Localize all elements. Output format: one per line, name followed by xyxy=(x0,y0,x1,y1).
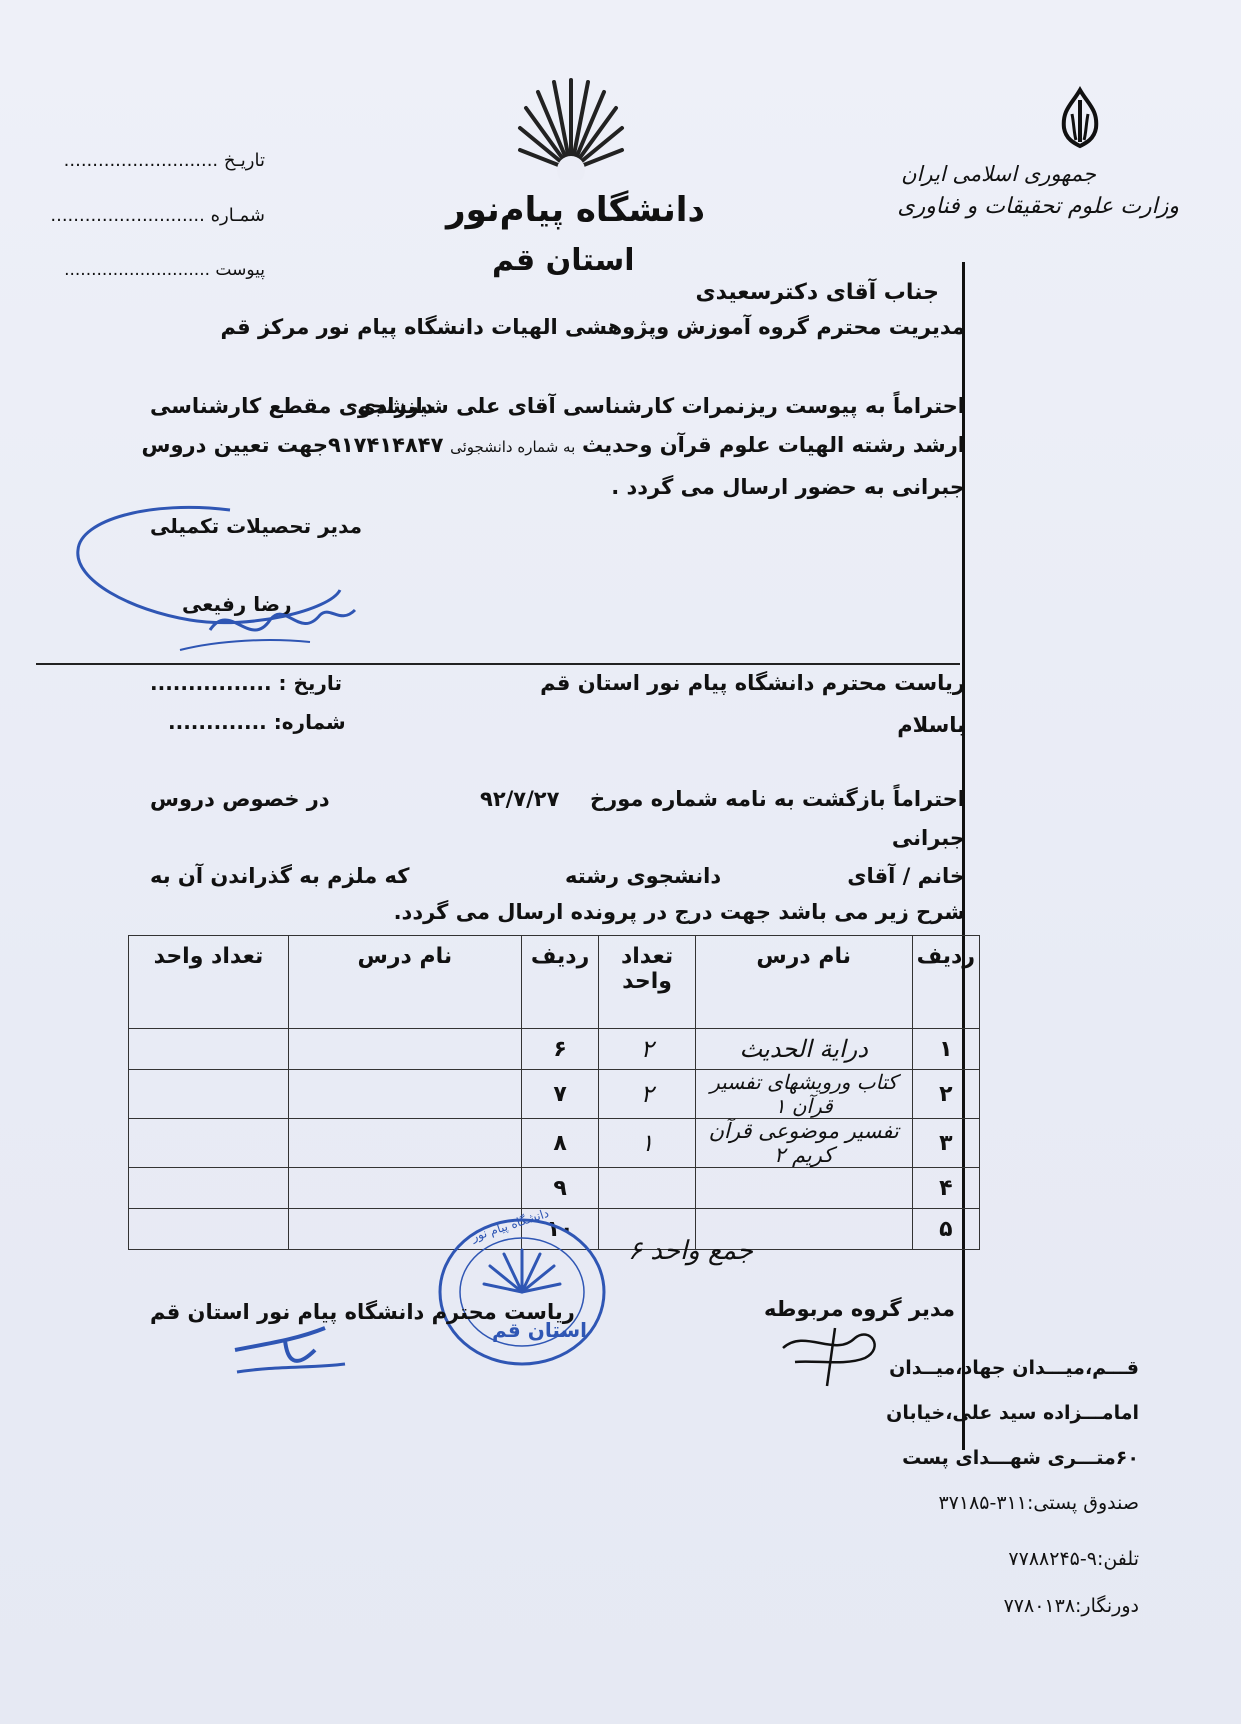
footer-address-line: امامـــزاده سید علی،خیابان xyxy=(886,1402,1139,1424)
letter1-line2-field: ارشد رشته الهیات علوم قرآن وحدیث xyxy=(581,433,965,457)
meta-number-label: شمـاره xyxy=(210,205,265,226)
table-header-cell: ردیف xyxy=(912,936,979,1029)
letter1-line2-number: ۹۱۷۴۱۴۸۴۷جهت تعیین دروس xyxy=(141,433,444,457)
table-cell-course: کتاب ورویشهای تفسیر قرآن ۱ xyxy=(695,1070,912,1119)
letter2-compensatory: جبرانی xyxy=(891,826,965,850)
letter2-number-label: شماره: xyxy=(273,710,346,734)
letter2-student-title: خانم / آقای xyxy=(847,864,965,888)
meta-attachment xyxy=(55,260,265,280)
letter2-date-dots: ................ xyxy=(150,671,272,695)
letter2-closing-line: شرح زیر می باشد جهت درج در پرونده ارسال می گردد. xyxy=(393,900,965,924)
presidency-label: ریاست محترم دانشگاه پیام نور استان قم xyxy=(150,1300,575,1324)
table-cell-units xyxy=(599,1168,696,1209)
university-logo-icon xyxy=(516,70,626,180)
table-cell-row-number: ۹ xyxy=(521,1168,599,1209)
table-cell-row-number: ۱۰ xyxy=(521,1209,599,1250)
meta-attachment-label: پیوست xyxy=(215,260,265,280)
iran-emblem-icon xyxy=(1052,84,1108,150)
university-province: استان قم xyxy=(492,243,635,278)
table-cell-row-number: ۳ xyxy=(912,1119,979,1168)
table-cell-course xyxy=(288,1119,521,1168)
letter1-addressee: جناب آقای دکترسعیدی xyxy=(695,280,939,305)
meta-date-dots: ........................... xyxy=(63,150,219,171)
letter1-line1-right: احتراماً به پیوست ریزنمرات کارشناسی آقای علی شیرزادی xyxy=(357,394,965,418)
table-cell-units: ۲ xyxy=(599,1070,696,1119)
letter1-subject: مدیریت محترم گروه آموزش وپژوهشی الهیات دانشگاه پیام نور مرکز قم xyxy=(220,315,965,339)
table-cell-row-number: ۶ xyxy=(521,1029,599,1070)
footer-fax: دورنگار:۷۷۸۰۱۳۸ xyxy=(1003,1595,1139,1617)
dept-head-label: مدیر گروه مربوطه xyxy=(763,1297,955,1321)
letter2-greeting: باسلام xyxy=(897,713,965,737)
table-row xyxy=(129,1070,980,1119)
total-units-note: جمع واحد ۶ xyxy=(628,1236,753,1266)
letter2-number xyxy=(168,710,346,734)
table-cell-units xyxy=(129,1209,289,1250)
table-cell-course xyxy=(288,1029,521,1070)
letter1-line2-label: به شماره دانشجوئی xyxy=(450,438,576,456)
signature-dept-head xyxy=(775,1318,895,1388)
table-cell-row-number: ۷ xyxy=(521,1070,599,1119)
letter1-line3: جبرانی به حضور ارسال می گردد . xyxy=(611,475,965,499)
table-header-cell: ردیف xyxy=(521,936,599,1029)
table-cell-course: تفسیر موضوعی قرآن کریم ۲ xyxy=(695,1119,912,1168)
letter2-addressee: ریاست محترم دانشگاه پیام نور استان قم xyxy=(540,671,965,695)
letter1-line2 xyxy=(142,433,965,457)
letter2-ref-dated: مورخ xyxy=(590,787,644,811)
meta-attachment-dots: ........................... xyxy=(64,260,210,280)
table-cell-row-number: ۲ xyxy=(912,1070,979,1119)
table-row xyxy=(129,1029,980,1070)
meta-date-label: تاریـخ xyxy=(223,150,265,171)
letter1-signer-title: مدیر تحصیلات تکمیلی xyxy=(150,514,363,538)
table-cell-course xyxy=(695,1168,912,1209)
letter2-obligated: که ملزم به گذراندن آن به xyxy=(150,864,410,888)
stamp-outer-text: دانشگاه پیام نور xyxy=(469,1205,551,1245)
table-header-cell: تعداد واحد xyxy=(129,936,289,1029)
table-cell-units: ۱ xyxy=(599,1119,696,1168)
table-cell-row-number: ۵ xyxy=(912,1209,979,1250)
table-cell-units: ۲ xyxy=(599,1029,696,1070)
table-cell-course: درایة الحدیث xyxy=(695,1029,912,1070)
stamp-inner-text: استان قم xyxy=(492,1318,588,1342)
table-cell-course xyxy=(288,1070,521,1119)
table-header-cell: نام درس xyxy=(288,936,521,1029)
table-cell-units xyxy=(129,1168,289,1209)
footer-phone: تلفن:۹-۷۷۸۸۲۴۵ xyxy=(1008,1548,1139,1570)
footer-address-line: قـــم،میـــدان جهاد،میــدان xyxy=(889,1357,1139,1379)
table-header-row xyxy=(129,936,980,1029)
table-header-cell: نام درس xyxy=(695,936,912,1029)
table-cell-row-number: ۱ xyxy=(912,1029,979,1070)
emblem-line-2: وزارت علوم تحقیقات و فناوری xyxy=(897,194,1179,219)
emblem-line-1: جمهوری اسلامی ایران xyxy=(901,162,1096,186)
letter1-line1-left: دانشجوی مقطع کارشناسی xyxy=(150,394,434,418)
letter2-ref-date: ۹۲/۷/۲۷ xyxy=(480,787,560,811)
table-cell-course xyxy=(288,1168,521,1209)
footer-postal-box: صندوق پستی:۳۱۱-۳۷۱۸۵ xyxy=(938,1492,1139,1514)
footer-address-line: ۶۰متـــری شهـــدای پست xyxy=(902,1447,1139,1469)
letter1-signer-name: رضا رفیعی xyxy=(182,592,292,616)
meta-number xyxy=(50,205,265,226)
signature-presidency xyxy=(225,1310,355,1390)
meta-date xyxy=(55,150,265,171)
table-cell-row-number: ۸ xyxy=(521,1119,599,1168)
university-stamp xyxy=(432,1212,612,1372)
letter2-number-dots: ............. xyxy=(168,710,267,734)
table-cell-row-number: ۴ xyxy=(912,1168,979,1209)
letter2-ref-text: احتراماً بازگشت به نامه شماره xyxy=(650,787,965,811)
courses-table xyxy=(128,935,980,1250)
table-row xyxy=(129,1119,980,1168)
university-name: دانشگاه پیام‌نور xyxy=(446,190,705,230)
table-row xyxy=(129,1168,980,1209)
meta-number-dots: ........................... xyxy=(50,205,205,226)
letter2-student-field: دانشجوی رشته xyxy=(565,864,722,888)
signature-blue xyxy=(70,500,390,680)
letter2-date xyxy=(150,671,342,695)
table-cell-units xyxy=(129,1070,289,1119)
table-cell-units xyxy=(129,1029,289,1070)
letter2-ref-about: در خصوص دروس xyxy=(150,787,330,811)
table-cell-units xyxy=(129,1119,289,1168)
table-header-cell: تعداد واحد xyxy=(599,936,696,1029)
letter2-date-label: تاریخ : xyxy=(278,671,342,695)
